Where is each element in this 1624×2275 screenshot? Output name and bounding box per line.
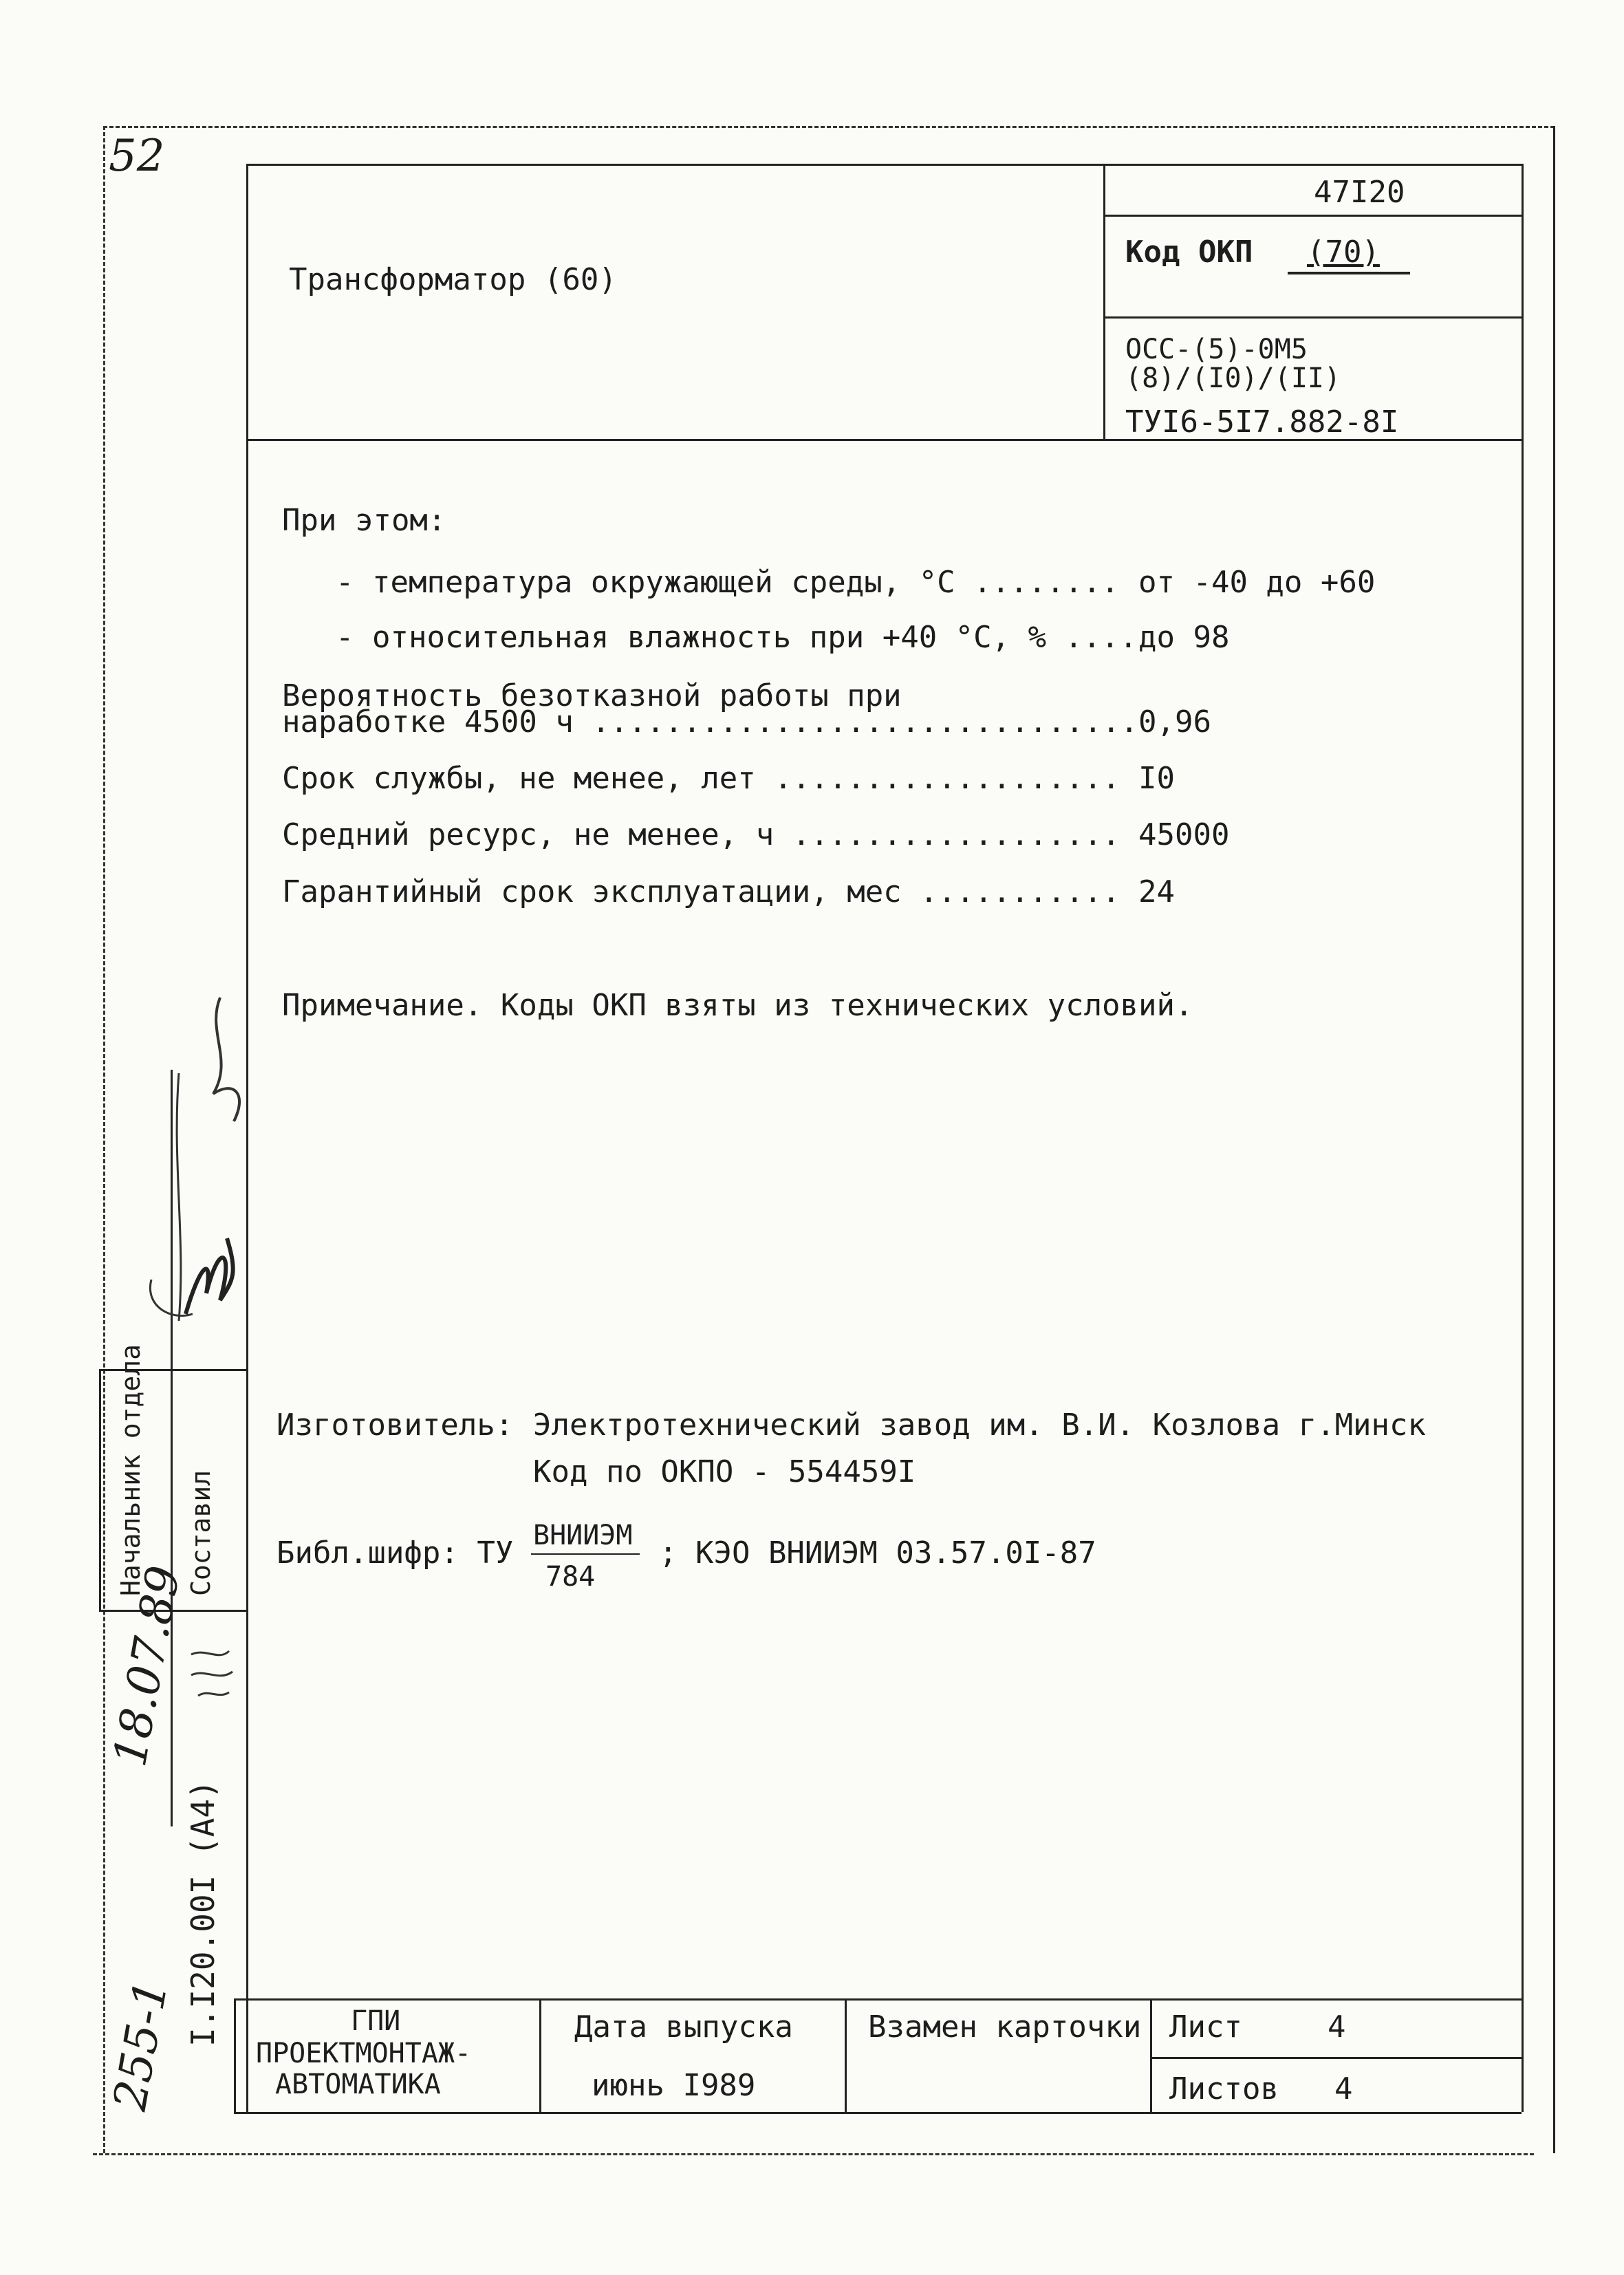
library-denominator: 784 <box>545 1561 596 1593</box>
footer-divider-1 <box>234 1998 236 2112</box>
footer-divider-2 <box>539 1998 541 2112</box>
footer-top-line <box>234 1998 1522 2001</box>
side-form-code: I.I20.00I (A4) <box>184 1780 221 2047</box>
reliability-line-1: Вероятность безотказной работы при <box>282 678 902 713</box>
okp-value: (70) <box>1307 235 1380 270</box>
okp-label: Код ОКП <box>1125 235 1253 270</box>
frame-top <box>246 164 1522 166</box>
reliability-line-2: наработке 4500 ч .............................. <box>282 704 1139 740</box>
designation-line-1: ОСС-(5)-0М5 <box>1125 334 1308 365</box>
footer-divider-3 <box>845 1998 847 2112</box>
side-handwritten-number: 255-1 <box>103 1976 178 2115</box>
service-life-value: I0 <box>1138 761 1175 796</box>
side-column-line-2 <box>99 1369 101 1610</box>
footer-org-line-3: АВТОМАТИКА <box>275 2069 441 2100</box>
footer-replaces-label: Взамен карточки <box>868 2009 1142 2045</box>
header-right-line-2 <box>1103 316 1522 319</box>
footer-sheet-value: 4 <box>1328 2009 1346 2045</box>
margin-note: 52 <box>109 131 165 182</box>
footer-org-line-1: ГПИ <box>351 2005 401 2037</box>
library-numerator: ВНИИЭМ <box>533 1520 633 1551</box>
header-right-line-1 <box>1103 215 1522 217</box>
page-frame-top <box>103 126 1555 128</box>
spec-line-humidity: - относительная влажность при +40 °С, % .... <box>336 620 1138 655</box>
page-frame-bottom <box>93 2153 1534 2155</box>
header-divider <box>1103 164 1105 439</box>
maker-label: Изготовитель: <box>277 1408 514 1443</box>
library-rest: ; КЭО ВНИИЭМ 03.57.0I-87 <box>659 1535 1096 1571</box>
okp-underline <box>1288 272 1410 274</box>
footer-release-value: июнь I989 <box>592 2068 756 2103</box>
warranty-value: 24 <box>1138 874 1175 909</box>
designation-line-2: (8)/(I0)/(II) <box>1125 363 1341 394</box>
page-frame-left <box>103 126 105 2153</box>
code-number: 47I20 <box>1314 175 1405 210</box>
maker-name: Электротехнический завод им. В.И. Козлова г.Минск <box>533 1408 1427 1443</box>
footer-sheets-label: Листов <box>1169 2071 1279 2106</box>
resource-value: 45000 <box>1138 817 1230 852</box>
library-fraction-bar <box>531 1553 640 1555</box>
frame-right <box>1522 164 1524 2112</box>
footer-divider-4 <box>1150 1998 1152 2112</box>
spec-value-temperature: от -40 до +60 <box>1138 565 1376 600</box>
page-frame-right <box>1553 126 1555 2153</box>
note-text: Примечание. Коды ОКП взяты из технических условий. <box>282 988 1193 1023</box>
footer-sheet-label: Лист <box>1169 2009 1242 2045</box>
library-label: Библ.шифр: ТУ <box>277 1535 514 1571</box>
resource-label: Средний ресурс, не менее, ч .................. <box>282 817 1120 852</box>
maker-okpo: Код по ОКПО - 554459I <box>533 1454 916 1489</box>
side-handwritten-date: 18.07.89 <box>103 1562 191 1771</box>
spec-line-temperature: - температура окружающей среды, °С ........ <box>336 565 1120 600</box>
signature-small <box>184 1634 239 1710</box>
warranty-label: Гарантийный срок эксплуатации, мес ........... <box>282 874 1120 909</box>
footer-sheets-value: 4 <box>1334 2071 1353 2106</box>
footer-release-label: Дата выпуска <box>574 2009 793 2045</box>
spec-value-humidity: до 98 <box>1138 620 1230 655</box>
side-head-label: Начальник отдела <box>116 1344 146 1596</box>
frame-bottom <box>234 2112 1522 2114</box>
reliability-value: 0,96 <box>1138 704 1211 740</box>
signature-compiled <box>172 1211 248 1341</box>
tu-number: ТУI6-5I7.882-8I <box>1125 405 1399 440</box>
side-compiled-label: Составил <box>186 1469 216 1596</box>
footer-sheet-line <box>1150 2057 1522 2059</box>
intro-text: При этом: <box>282 503 446 538</box>
service-life-label: Срок службы, не менее, лет ................... <box>282 761 1120 796</box>
product-name: Трансформатор (60) <box>289 262 617 297</box>
footer-org-line-2: ПРОЕКТМОНТАЖ- <box>256 2038 472 2069</box>
